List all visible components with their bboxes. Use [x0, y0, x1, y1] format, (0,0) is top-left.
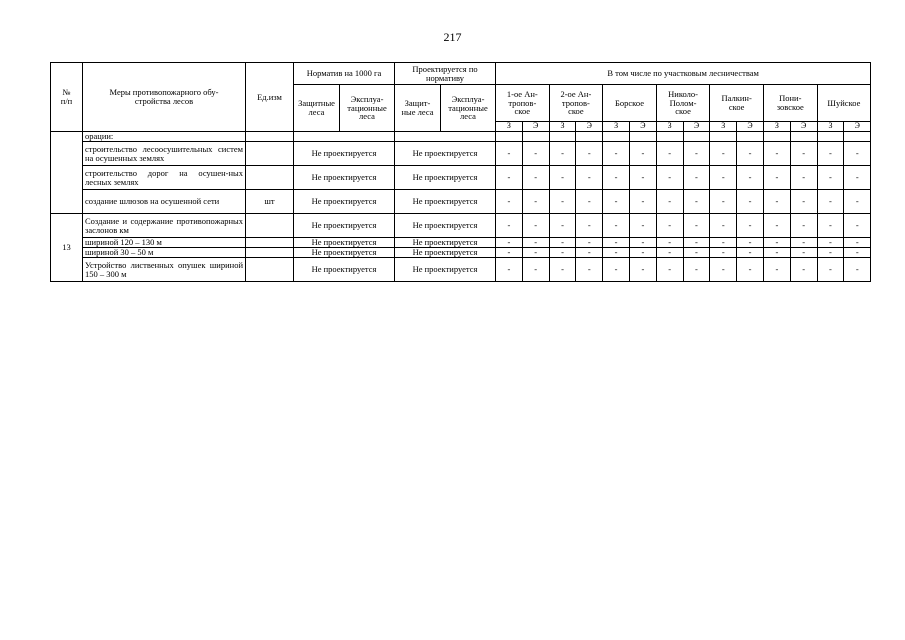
district-value-cell: - [656, 190, 683, 214]
table-row [51, 238, 871, 248]
measure-cell: строительство дорог на осушен-ных лесных землях [83, 166, 246, 190]
district-value-cell [844, 132, 871, 142]
district-value-cell: - [737, 214, 764, 238]
header-district: Шуйское [817, 85, 871, 122]
header-z-cell: З [763, 122, 790, 132]
district-value-cell: - [522, 258, 549, 282]
header-z-cell: З [496, 122, 523, 132]
norm-cell: Не проектируется [294, 214, 395, 238]
unit-cell [246, 142, 294, 166]
district-value-cell: - [522, 190, 549, 214]
district-value-cell: - [496, 142, 523, 166]
district-value-cell: - [576, 166, 603, 190]
district-value-cell: - [844, 142, 871, 166]
district-value-cell: - [844, 190, 871, 214]
district-value-cell: - [790, 258, 817, 282]
proj-cell: Не проектируется [395, 248, 496, 258]
unit-cell [246, 166, 294, 190]
header-district: 1-ое Ан- тропов- ское [496, 85, 550, 122]
district-value-cell: - [656, 214, 683, 238]
district-value-cell: - [844, 166, 871, 190]
header-proj-group: Проектируется по нормативу [395, 63, 496, 85]
district-value-cell: - [549, 238, 576, 248]
district-value-cell [683, 132, 710, 142]
district-value-cell: - [656, 248, 683, 258]
district-value-cell: - [629, 166, 656, 190]
district-value-cell: - [763, 214, 790, 238]
district-value-cell [603, 132, 630, 142]
norm-cell [294, 132, 395, 142]
district-value-cell [817, 132, 844, 142]
district-value-cell: - [576, 238, 603, 248]
header-district-group: В том числе по участковым лесничествам [496, 63, 871, 85]
district-value-cell: - [629, 142, 656, 166]
district-value-cell: - [844, 238, 871, 248]
district-value-cell: - [576, 142, 603, 166]
district-value-cell: - [710, 190, 737, 214]
measure-cell: Устройство лиственных опушек шириной 150 – 300 м [83, 258, 246, 282]
district-value-cell [629, 132, 656, 142]
district-value-cell: - [710, 258, 737, 282]
district-value-cell: - [603, 142, 630, 166]
district-value-cell: - [576, 248, 603, 258]
district-value-cell: - [496, 166, 523, 190]
district-value-cell: - [629, 190, 656, 214]
district-value-cell: - [763, 142, 790, 166]
district-value-cell: - [603, 248, 630, 258]
district-value-cell: - [737, 248, 764, 258]
district-value-cell: - [790, 166, 817, 190]
district-value-cell [496, 132, 523, 142]
district-value-cell: - [790, 142, 817, 166]
header-e-cell: Э [790, 122, 817, 132]
header-district: Николо- Полом- ское [656, 85, 710, 122]
district-value-cell: - [656, 238, 683, 248]
district-value-cell: - [522, 166, 549, 190]
district-value-cell: - [496, 258, 523, 282]
unit-cell [246, 132, 294, 142]
header-district: Пони- зовское [763, 85, 817, 122]
header-z-cell: З [710, 122, 737, 132]
district-value-cell: - [844, 258, 871, 282]
header-z-cell: З [817, 122, 844, 132]
district-value-cell: - [629, 248, 656, 258]
district-value-cell: - [656, 258, 683, 282]
header-z-cell: З [656, 122, 683, 132]
table-row [51, 248, 871, 258]
proj-cell: Не проектируется [395, 190, 496, 214]
district-value-cell: - [683, 142, 710, 166]
district-value-cell: - [576, 190, 603, 214]
district-value-cell: - [737, 142, 764, 166]
district-value-cell: - [763, 258, 790, 282]
district-value-cell: - [763, 238, 790, 248]
header-e-cell: Э [737, 122, 764, 132]
district-value-cell: - [844, 248, 871, 258]
district-value-cell: - [817, 142, 844, 166]
header-e-cell: Э [629, 122, 656, 132]
district-value-cell: - [549, 142, 576, 166]
district-value-cell: - [710, 248, 737, 258]
table-row [51, 190, 871, 214]
proj-cell: Не проектируется [395, 166, 496, 190]
district-value-cell: - [603, 190, 630, 214]
district-value-cell: - [549, 166, 576, 190]
district-value-cell: - [710, 142, 737, 166]
district-value-cell: - [763, 248, 790, 258]
table-row [51, 258, 871, 282]
district-value-cell: - [549, 190, 576, 214]
district-value-cell [790, 132, 817, 142]
district-value-cell: - [576, 258, 603, 282]
header-measures: Меры противопожарного обу- стройства лесов [83, 63, 246, 132]
district-value-cell [710, 132, 737, 142]
district-value-cell: - [683, 190, 710, 214]
header-exploitation-proj: Эксплуа- тационные леса [441, 85, 496, 132]
district-value-cell: - [522, 238, 549, 248]
page-number: 217 [443, 30, 462, 44]
norm-cell: Не проектируется [294, 258, 395, 282]
header-district: Борское [603, 85, 657, 122]
row-number-cell [51, 132, 83, 214]
norm-cell: Не проектируется [294, 142, 395, 166]
table-row [51, 214, 871, 238]
measure-cell: шириной 30 – 50 м [83, 248, 246, 258]
measure-cell: создание шлюзов на осушенной сети [83, 190, 246, 214]
district-value-cell: - [844, 214, 871, 238]
table-row [51, 142, 871, 166]
district-value-cell [549, 132, 576, 142]
district-value-cell: - [710, 238, 737, 248]
district-value-cell: - [496, 238, 523, 248]
district-value-cell: - [737, 258, 764, 282]
norm-cell: Не проектируется [294, 190, 395, 214]
district-value-cell: - [603, 238, 630, 248]
unit-cell: шт [246, 190, 294, 214]
district-value-cell: - [629, 238, 656, 248]
district-value-cell: - [737, 190, 764, 214]
district-value-cell: - [817, 214, 844, 238]
unit-cell [246, 214, 294, 238]
district-value-cell: - [683, 214, 710, 238]
header-unit: Ед.изм [246, 63, 294, 132]
measure-cell: Создание и содержание противопожарных заслонов км [83, 214, 246, 238]
norm-cell: Не проектируется [294, 166, 395, 190]
district-value-cell: - [790, 190, 817, 214]
district-value-cell: - [522, 142, 549, 166]
district-value-cell: - [629, 214, 656, 238]
district-value-cell: - [683, 258, 710, 282]
district-value-cell: - [683, 166, 710, 190]
district-value-cell: - [817, 166, 844, 190]
district-value-cell [737, 132, 764, 142]
unit-cell [246, 248, 294, 258]
header-e-cell: Э [522, 122, 549, 132]
header-district: Палкин- ское [710, 85, 764, 122]
measure-cell: орации: [83, 132, 246, 142]
forest-fire-measures-table [50, 62, 871, 282]
district-value-cell [576, 132, 603, 142]
district-value-cell: - [737, 166, 764, 190]
district-value-cell: - [790, 214, 817, 238]
header-z-cell: З [549, 122, 576, 132]
header-e-cell: Э [844, 122, 871, 132]
district-value-cell: - [496, 248, 523, 258]
district-value-cell: - [603, 166, 630, 190]
district-value-cell: - [522, 248, 549, 258]
proj-cell: Не проектируется [395, 238, 496, 248]
proj-cell [395, 132, 496, 142]
district-value-cell: - [496, 190, 523, 214]
table-row [51, 166, 871, 190]
district-value-cell: - [763, 190, 790, 214]
row-number-cell: 13 [51, 214, 83, 282]
district-value-cell: - [817, 238, 844, 248]
district-value-cell: - [522, 214, 549, 238]
district-value-cell: - [683, 238, 710, 248]
district-value-cell: - [603, 214, 630, 238]
district-value-cell: - [763, 166, 790, 190]
district-value-cell: - [737, 238, 764, 248]
district-value-cell: - [710, 214, 737, 238]
measure-cell: шириной 120 – 130 м [83, 238, 246, 248]
district-value-cell [656, 132, 683, 142]
district-value-cell: - [603, 258, 630, 282]
district-value-cell: - [790, 238, 817, 248]
district-value-cell: - [549, 258, 576, 282]
unit-cell [246, 238, 294, 248]
district-value-cell [763, 132, 790, 142]
header-z-cell: З [603, 122, 630, 132]
district-value-cell: - [549, 214, 576, 238]
proj-cell: Не проектируется [395, 142, 496, 166]
district-value-cell: - [496, 214, 523, 238]
district-value-cell: - [656, 142, 683, 166]
header-exploitation: Эксплуа- тационные леса [340, 85, 395, 132]
header-num: № п/п [51, 63, 83, 132]
district-value-cell: - [790, 248, 817, 258]
district-value-cell: - [817, 248, 844, 258]
district-value-cell: - [817, 190, 844, 214]
proj-cell: Не проектируется [395, 214, 496, 238]
district-value-cell: - [683, 248, 710, 258]
norm-cell: Не проектируется [294, 238, 395, 248]
district-value-cell: - [629, 258, 656, 282]
measure-cell: строительство лесоосушительных систем на осушенных землях [83, 142, 246, 166]
header-protective: Защитные леса [294, 85, 340, 132]
table-row [51, 132, 871, 142]
header-protective-proj: Защит- ные леса [395, 85, 441, 132]
proj-cell: Не проектируется [395, 258, 496, 282]
norm-cell: Не проектируется [294, 248, 395, 258]
district-value-cell: - [656, 166, 683, 190]
district-value-cell [522, 132, 549, 142]
unit-cell [246, 258, 294, 282]
header-e-cell: Э [576, 122, 603, 132]
header-e-cell: Э [683, 122, 710, 132]
district-value-cell: - [549, 248, 576, 258]
district-value-cell: - [576, 214, 603, 238]
header-norm-group: Норматив на 1000 га [294, 63, 395, 85]
district-value-cell: - [817, 258, 844, 282]
header-district: 2-ое Ан- тропов- ское [549, 85, 603, 122]
district-value-cell: - [710, 166, 737, 190]
